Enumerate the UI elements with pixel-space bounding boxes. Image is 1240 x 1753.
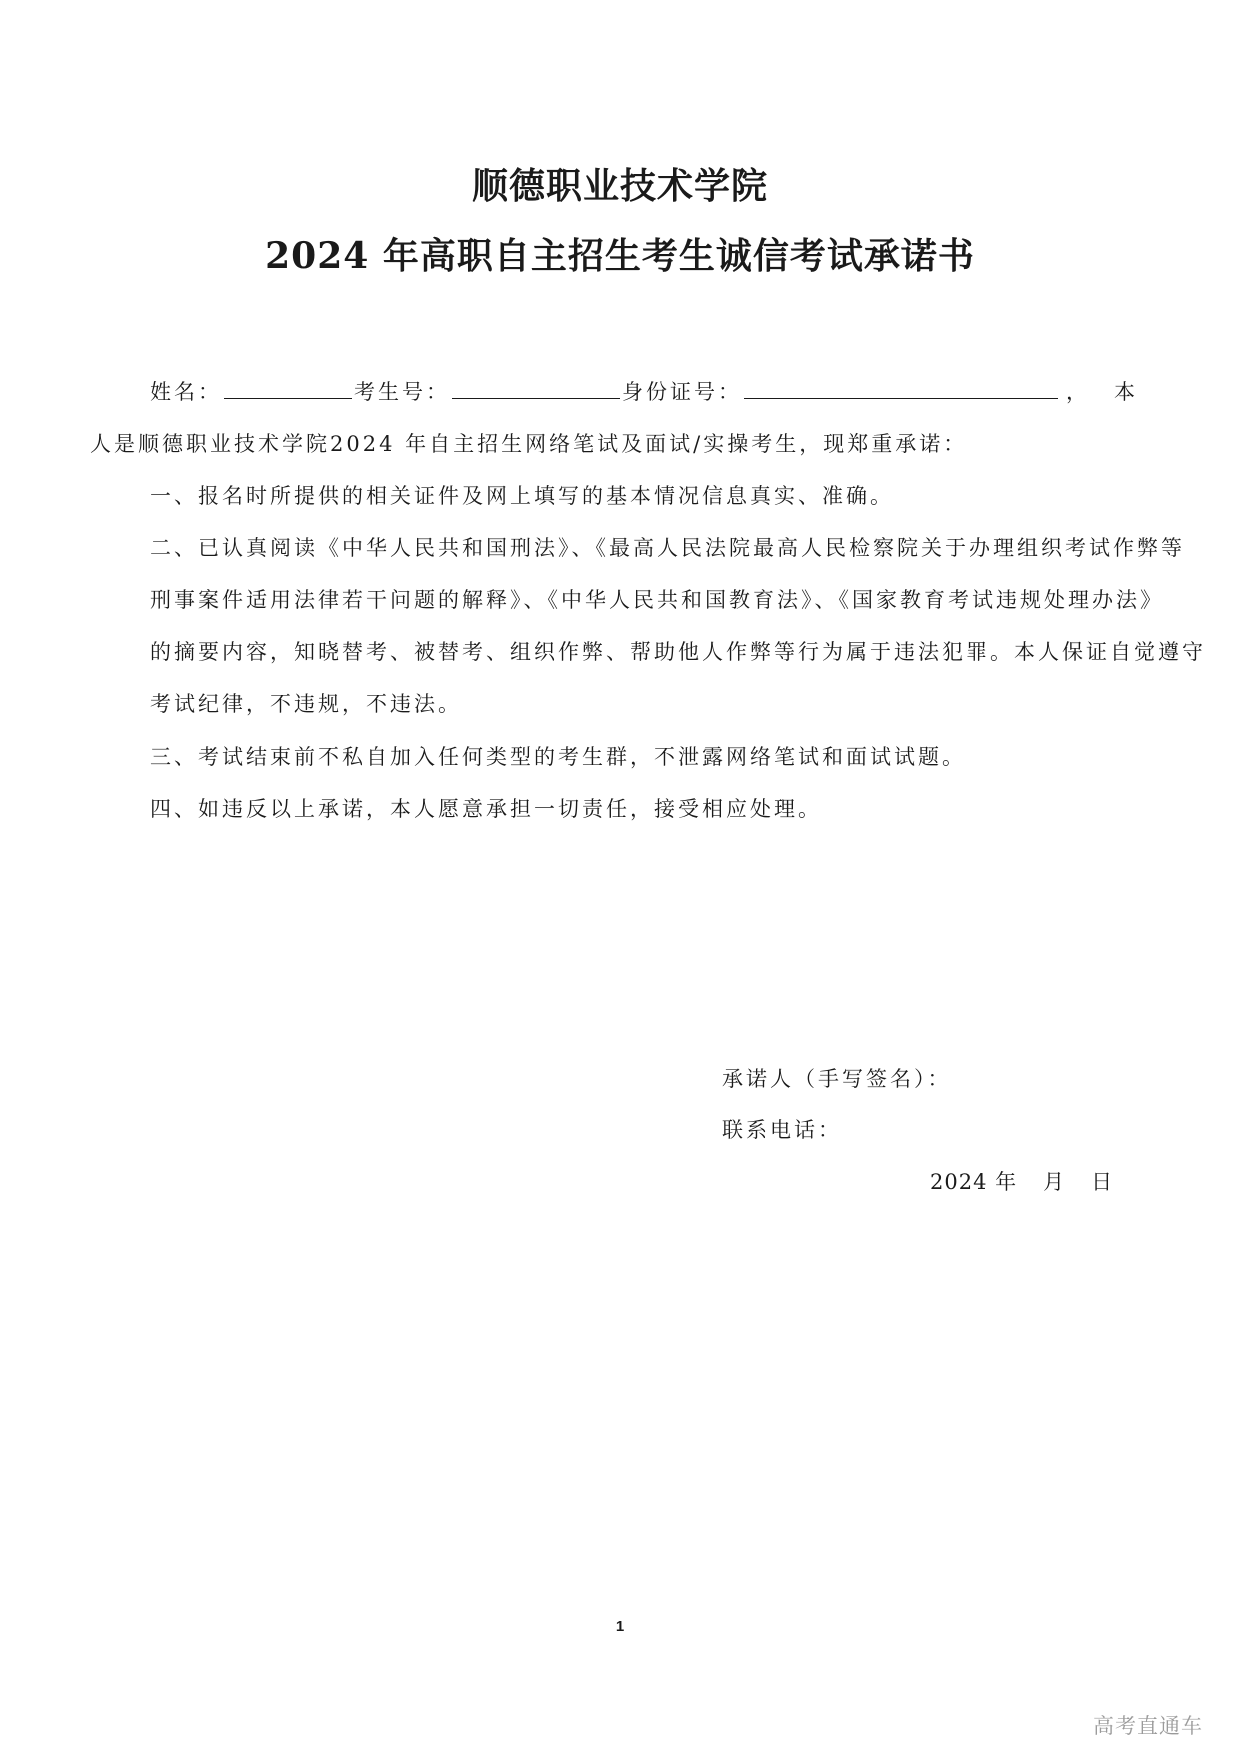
name-label: 姓名：: [150, 380, 222, 404]
info-line: [150, 376, 1138, 406]
phone-label: 联系电话：: [722, 1118, 842, 1142]
exam-id-label: 考生号：: [354, 380, 450, 404]
intro-paragraph: 人是顺德职业技术学院2024 年自主招生网络笔试及面试/实操考生，现郑重承诺：: [90, 432, 968, 456]
exam-id-blank[interactable]: [452, 376, 620, 399]
name-blank[interactable]: [224, 376, 352, 399]
pledge-item-2-line-3: 的摘要内容，知晓替考、被替考、组织作弊、帮助他人作弊等行为属于违法犯罪。本人保证自觉遵守: [150, 640, 1206, 664]
date-day: 日: [1091, 1170, 1114, 1194]
pledge-item-1: 一、报名时所提供的相关证件及网上填写的基本情况信息真实、准确。: [150, 484, 894, 508]
document-title-school: 顺德职业技术学院: [471, 165, 768, 207]
info-ben: 本: [1114, 380, 1138, 404]
document-title-pledge: 2024 年高职自主招生考生诚信考试承诺书: [265, 235, 975, 277]
id-card-label: 身份证号：: [622, 380, 742, 404]
pledge-item-3: 三、考试结束前不私自加入任何类型的考生群，不泄露网络笔试和面试试题。: [150, 745, 966, 769]
page-number: 1: [615, 1618, 625, 1635]
pledge-item-2-line-4: 考试纪律，不违规，不违法。: [150, 692, 462, 716]
date-month: 月: [1043, 1170, 1066, 1194]
signature-label: 承诺人（手写签名）：: [722, 1067, 952, 1091]
info-comma: ，: [1066, 380, 1090, 404]
pledge-item-2-line-1: 二、已认真阅读《中华人民共和国刑法》、《最高人民法院最高人民检察院关于办理组织考试作弊等: [150, 536, 1185, 560]
id-card-blank[interactable]: [744, 376, 1058, 399]
pledge-item-2-line-2: 刑事案件适用法律若干问题的解释》、《中华人民共和国教育法》、《国家教育考试违规处理办法》: [150, 588, 1164, 612]
watermark: 高考直通车: [1093, 1714, 1203, 1738]
pledge-item-4: 四、如违反以上承诺，本人愿意承担一切责任，接受相应处理。: [150, 797, 822, 821]
date-year: 2024 年: [930, 1170, 1018, 1194]
date-line: [930, 1166, 1113, 1196]
